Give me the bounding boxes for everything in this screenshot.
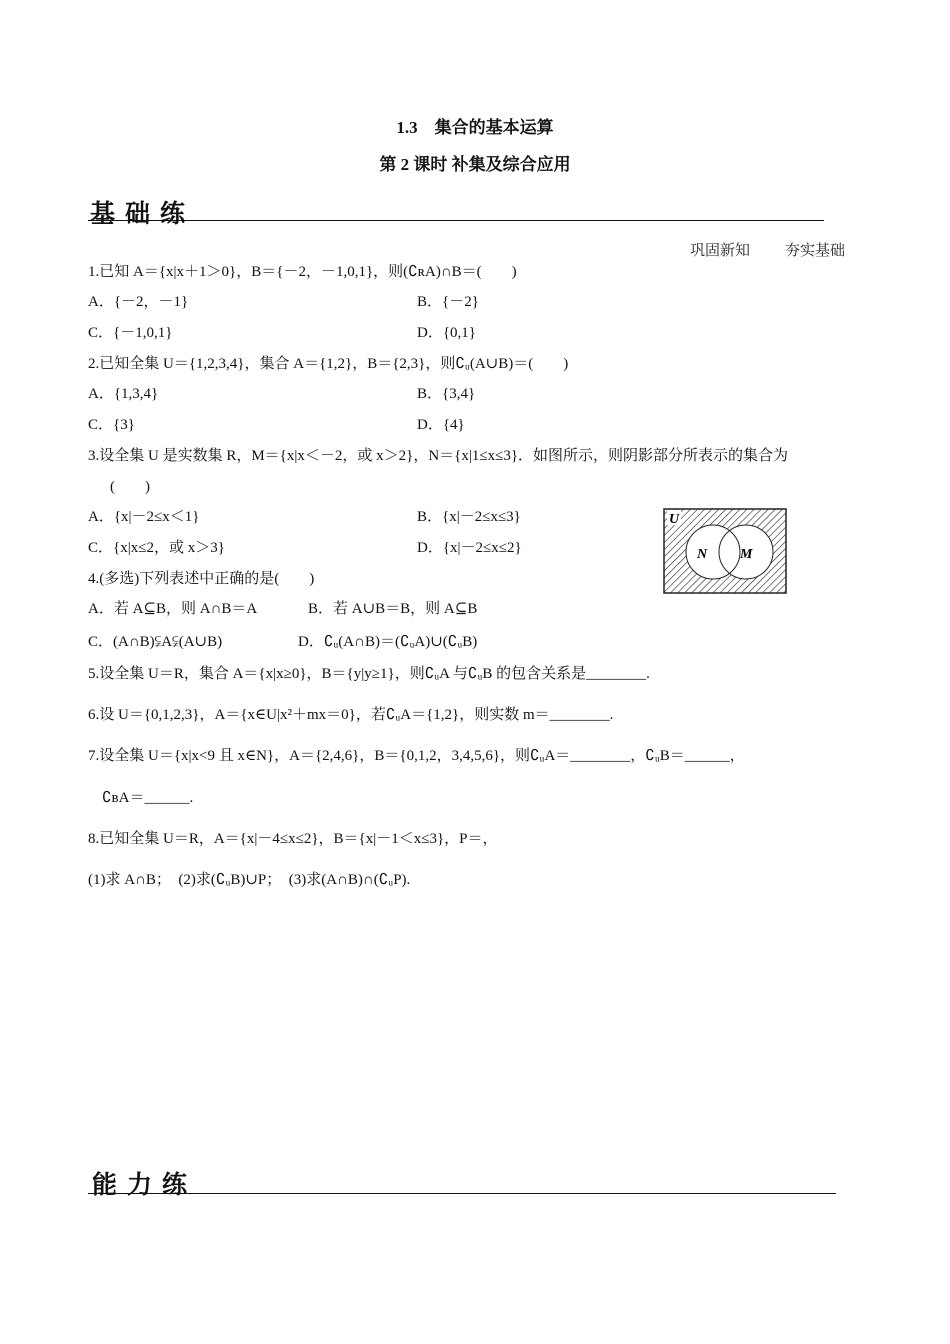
- q8-stem: 8.已知全集 U＝R，A＝{x|－4≤x≤2}，B＝{x|－1＜x≤3}，P＝，: [88, 831, 498, 847]
- q3-option-b: B．{x|－2≤x≤3}: [417, 509, 521, 525]
- q3-option-d: D．{x|－2≤x≤2}: [417, 540, 522, 556]
- q6-stem: 6.设 U＝{0,1,2,3}，A＝{x∈U|x²＋mx＝0}，若∁ᵤA＝{1,2}，则实数 m＝________.: [88, 707, 614, 723]
- page-subtitle: 第 2 课时 补集及综合应用: [379, 155, 571, 174]
- q2-option-b: B．{3,4}: [417, 386, 476, 402]
- q3-stem-bracket: ( ): [110, 479, 150, 495]
- q1-option-b: B．{－2}: [417, 294, 479, 310]
- q4-option-a: A．若 A⊆B，则 A∩B＝A: [88, 601, 258, 617]
- venn-diagram: [663, 508, 787, 594]
- q7-stem-continued: ∁ʙA＝______.: [102, 790, 194, 806]
- q5-stem: 5.设全集 U＝R，集合 A＝{x|x≥0}，B＝{y|y≥1}，则∁ᵤA 与∁ᵤB 的包含关系是________.: [88, 666, 650, 682]
- q1-option-d: D．{0,1}: [417, 325, 476, 341]
- section-heading-basic: 基础练: [90, 199, 196, 228]
- q4-option-b: B．若 A∪B＝B，则 A⊆B: [308, 601, 478, 617]
- section-heading-ability: 能力练: [92, 1170, 198, 1199]
- q2-option-d: D．{4}: [417, 417, 465, 433]
- q2-stem: 2.已知全集 U＝{1,2,3,4}，集合 A＝{1,2}，B＝{2,3}，则∁ᵤ(A∪B)＝( ): [88, 356, 569, 372]
- tagline-right: 夯实基础: [785, 243, 846, 259]
- venn-label-u: U: [669, 512, 680, 527]
- q1-option-c: C．{－1,0,1}: [88, 325, 173, 341]
- page-title: 1.3 集合的基本运算: [396, 118, 554, 137]
- venn-label-m: M: [740, 547, 753, 562]
- tagline-left: 巩固新知: [690, 243, 751, 259]
- q8-parts: (1)求 A∩B； (2)求(∁ᵤB)∪P； (3)求(A∩B)∩(∁ᵤP).: [88, 872, 411, 888]
- venn-shaded-region: [664, 509, 786, 593]
- q4-option-c: C．(A∩B)⫋A⫋(A∪B): [88, 634, 223, 650]
- venn-label-n: N: [697, 547, 708, 562]
- q2-option-c: C．{3}: [88, 417, 135, 433]
- section-rule-ability: [88, 1193, 836, 1194]
- q2-option-a: A．{1,3,4}: [88, 386, 159, 402]
- q4-option-d: D．∁ᵤ(A∩B)＝(∁ᵤA)∪(∁ᵤB): [298, 634, 478, 650]
- q1-option-a: A．{－2，－1}: [88, 294, 189, 310]
- q4-stem: 4.(多选)下列表述中正确的是( ): [88, 571, 315, 587]
- q3-stem: 3.设全集 U 是实数集 R，M＝{x|x＜－2，或 x＞2}，N＝{x|1≤x≤3}．如图所示，则阴影部分所表示的集合为: [88, 448, 789, 464]
- q3-option-c: C．{x|x≤2，或 x＞3}: [88, 540, 225, 556]
- q7-stem: 7.设全集 U＝{x|x<9 且 x∈N}，A＝{2,4,6}，B＝{0,1,2，3,4,5,6}，则∁ᵤA＝________，∁ᵤB＝______，: [88, 748, 745, 764]
- q1-stem: 1.已知 A＝{x|x＋1＞0}，B＝{－2，－1,0,1}，则(∁ʀA)∩B＝( ): [88, 264, 517, 280]
- section-rule-basic: [88, 220, 824, 221]
- q3-option-a: A．{x|－2≤x＜1}: [88, 509, 200, 525]
